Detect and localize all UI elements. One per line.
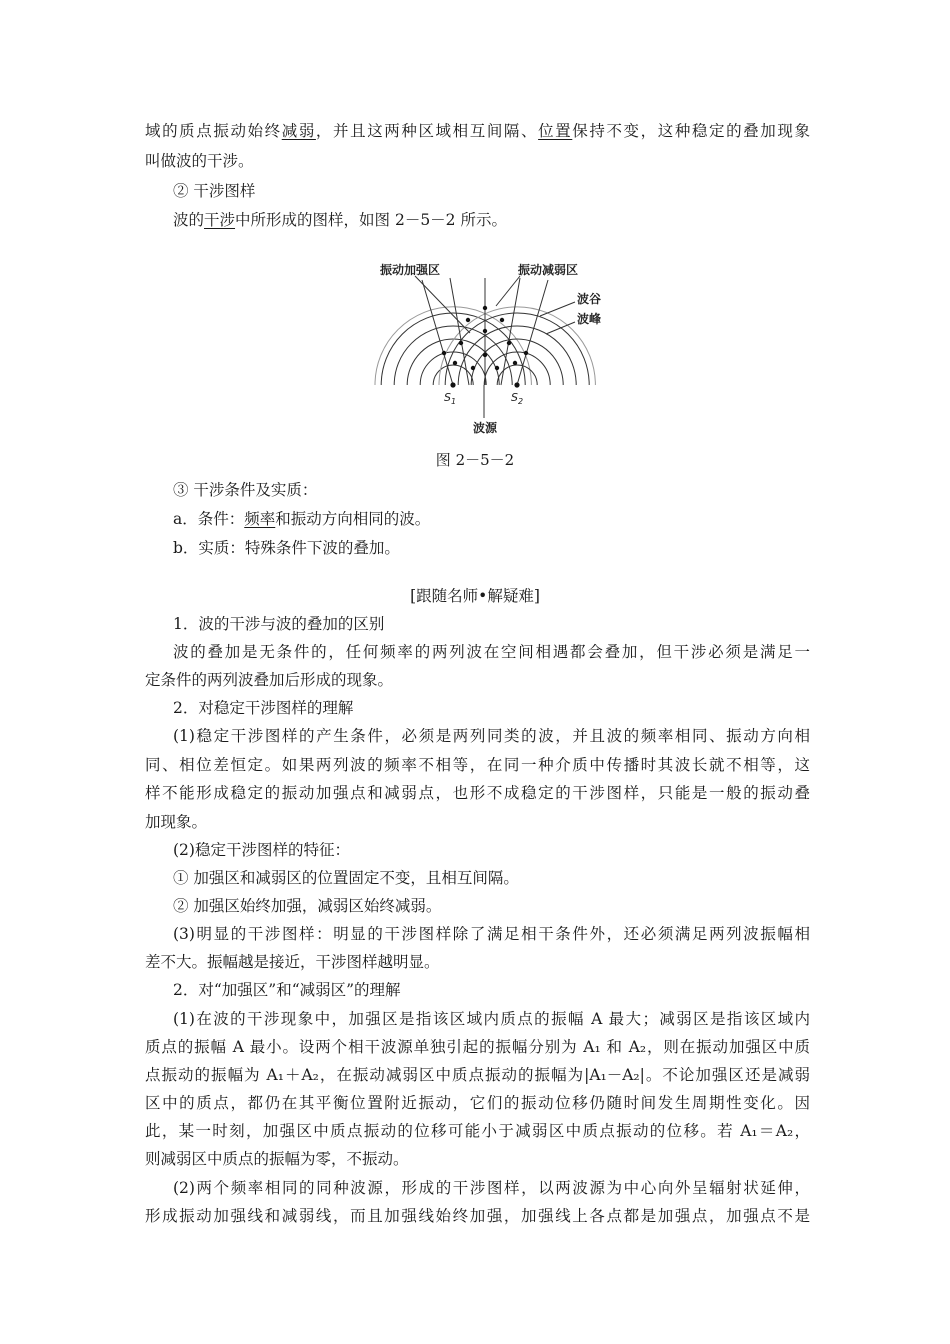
p3-title: 2．对“加强区”和“减弱区”的理解	[173, 981, 401, 999]
p2-title: 2．对稳定干涉图样的理解	[173, 699, 354, 717]
figure-caption: 图 2－5－2	[435, 451, 515, 469]
p3-1-line-5: 此，某一时刻，加强区中质点振动的位移可能小于减弱区中质点振动的位移。若 A₁＝A₂，	[145, 1122, 810, 1140]
p3-2-line-1: (2)两个频率相同的同种波源，形成的干涉图样，以两波源为中心向外呈辐射状延伸，	[173, 1179, 810, 1197]
label-wave-source: 波源	[473, 421, 498, 435]
interference-pattern-heading: ② 干涉图样	[173, 182, 256, 200]
p3-1-line-3: 点振动的振幅为 A₁＋A₂，在振动减弱区中质点振动的振幅为|A₁－A₂|。不论加强区还是减弱	[145, 1066, 810, 1084]
p2-3-line-2: 差不大。振幅越是接近，干涉图样越明显。	[145, 953, 440, 971]
p1-line-2: 定条件的两列波叠加后形成的现象。	[145, 671, 394, 689]
condition-a: a．条件：频率和振动方向相同的波。	[173, 510, 431, 528]
underlined-interference: 干涉	[204, 211, 236, 229]
label-weakened-region: 振动减弱区	[518, 263, 579, 277]
section-header: [跟随名师•解疑难]	[410, 587, 540, 605]
p2-2-item-b: ② 加强区始终加强，减弱区始终减弱。	[173, 897, 442, 915]
condition-b: b．实质：特殊条件下波的叠加。	[173, 539, 400, 557]
p3-1-line-2: 质点的振幅 A 最小。设两个相干波源单独引起的振幅分别为 A₁ 和 A₂，则在振动加强区中质	[145, 1038, 810, 1056]
p1-title: 1．波的干涉与波的叠加的区别	[173, 615, 385, 633]
underlined-position: 位置	[538, 122, 573, 140]
label-s2: $S_2$	[511, 391, 524, 406]
interference-figure	[370, 258, 610, 438]
p2-2-title: (2)稳定干涉图样的特征：	[173, 841, 350, 859]
p3-2-line-2: 形成振动加强线和减弱线，而且加强线始终加强，加强线上各点都是加强点，加强点不是	[145, 1207, 810, 1225]
p2-3-line-1: (3)明显的干涉图样：明显的干涉图样除了满足相干条件外，还必须满足两列波振幅相	[173, 925, 810, 943]
p3-1-line-1: (1)在波的干涉现象中，加强区是指该区域内质点的振幅 A 最大；减弱区是指该区域内	[173, 1010, 810, 1028]
underlined-frequency: 频率	[244, 510, 276, 528]
conditions-heading: ③ 干涉条件及实质：	[173, 481, 318, 499]
label-s1: $S_1$	[444, 391, 457, 406]
p2-1-line-2: 同、相位差恒定。如果两列波的频率不相等，在同一种介质中传播时其波长就不相等，这	[145, 756, 810, 774]
intro-line-2: 叫做波的干涉。	[145, 152, 254, 170]
underlined-weaken: 减弱	[281, 122, 316, 140]
region-lines	[415, 276, 575, 418]
p2-1-line-1: (1)稳定干涉图样的产生条件，必须是两列同类的波，并且波的频率相同、振动方向相	[173, 727, 810, 745]
p1-line-1: 波的叠加是无条件的，任何频率的两列波在空间相遇都会叠加，但干涉必须是满足一	[173, 643, 810, 661]
label-crest: 波峰	[577, 312, 602, 326]
p3-1-line-6: 则减弱区中质点的振幅为零，不振动。	[145, 1150, 409, 1168]
p2-2-item-a: ① 加强区和减弱区的位置固定不变，且相互间隔。	[173, 869, 519, 887]
p2-1-line-4: 加现象。	[145, 813, 208, 831]
p2-1-line-3: 样不能形成稳定的振动加强点和减弱点，也形不成稳定的干涉图样，只能是一般的振动叠	[145, 784, 810, 802]
intro-line-1: 域的质点振动始终减弱，并且这两种区域相互间隔、位置保持不变，这种稳定的叠加现象	[145, 122, 810, 140]
label-trough: 波谷	[577, 292, 602, 306]
p3-1-line-4: 区中的质点，都仍在其平衡位置附近振动，它们的振动位移仍随时间发生周期性变化。因	[145, 1094, 810, 1112]
intro-line-4: 波的干涉中所形成的图样，如图 2－5－2 所示。	[173, 211, 507, 229]
label-strengthened-region: 振动加强区	[380, 263, 441, 277]
